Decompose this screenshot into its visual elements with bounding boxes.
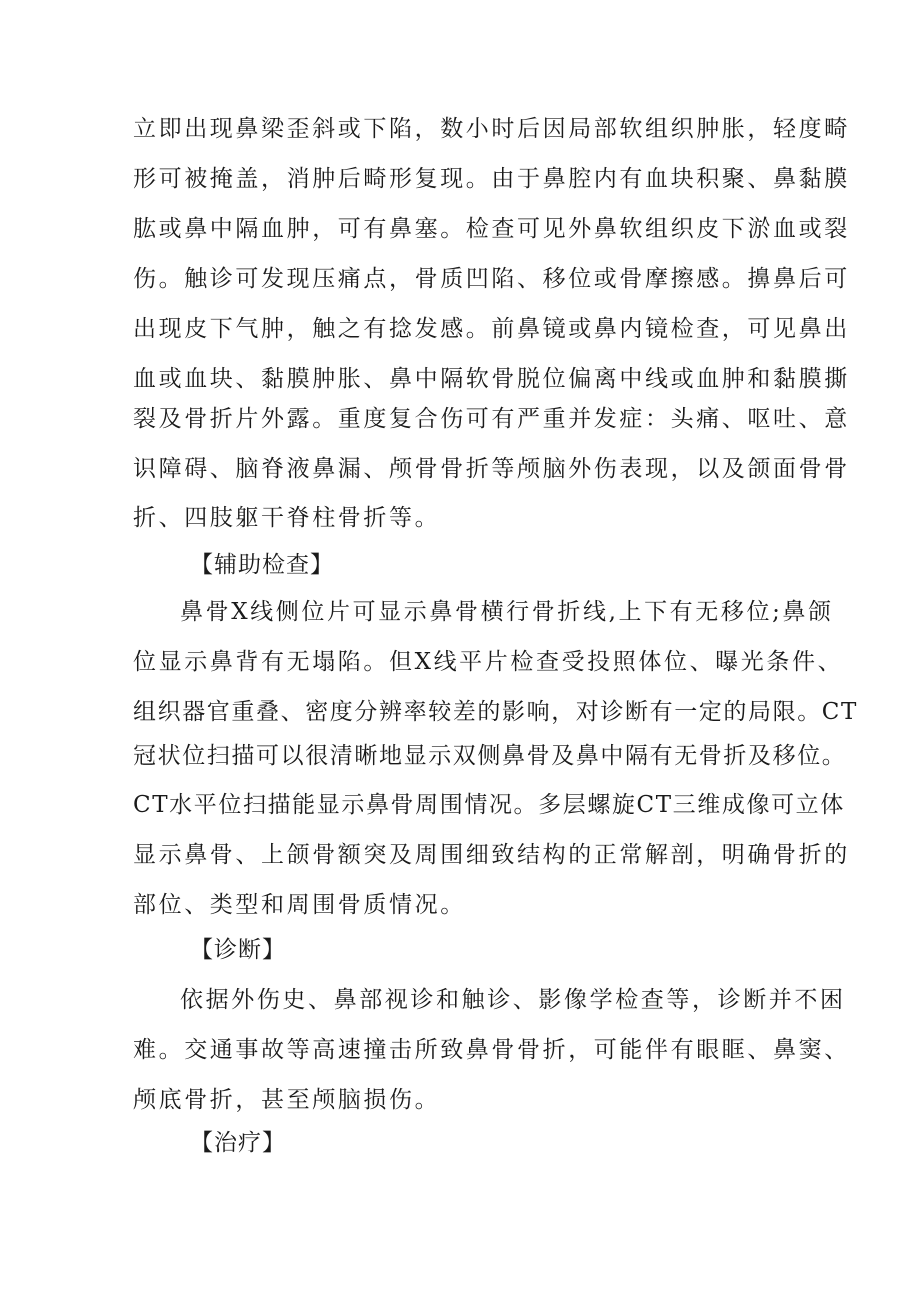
- paragraph-1-line-5: 出现皮下气肿，触之有捻发感。前鼻镜或鼻内镜检查，可见鼻出: [133, 316, 850, 342]
- paragraph-1-line-8: 识障碍、脑脊液鼻漏、颅骨骨折等颅脑外伤表现，以及颌面骨骨: [133, 456, 850, 482]
- auxiliary-line-4: 冠状位扫描可以很清晰地显示双侧鼻骨及鼻中隔有无骨折及移位。: [133, 743, 847, 769]
- auxiliary-line-2: 位显示鼻背有无塌陷。但X线平片检查受投照体位、曝光条件、: [133, 649, 844, 675]
- auxiliary-line-7: 部位、类型和周围骨质情况。: [133, 892, 466, 918]
- paragraph-1-line-4: 伤。触诊可发现压痛点，骨质凹陷、移位或骨摩擦感。擤鼻后可: [133, 266, 850, 292]
- paragraph-1-line-3: 肱或鼻中隔血肿，可有鼻塞。检查可见外鼻软组织皮下淤血或裂: [133, 216, 850, 242]
- auxiliary-line-5: CT水平位扫描能显示鼻骨周围情况。多层螺旋CT三维成像可立体: [133, 792, 845, 818]
- section-heading-treatment: 【治疗】: [190, 1130, 286, 1156]
- section-heading-diagnosis: 【诊断】: [190, 937, 286, 963]
- diagnosis-line-1: 依据外伤史、鼻部视诊和触诊、影像学检查等，诊断并不困: [180, 987, 846, 1013]
- paragraph-1-line-7: 裂及骨折片外露。重度复合伤可有严重并发症：头痛、呕吐、意: [133, 406, 850, 432]
- diagnosis-line-2: 难。交通事故等高速撞击所致鼻骨骨折，可能伴有眼眶、鼻窦、: [133, 1037, 850, 1063]
- paragraph-1-line-9: 折、四肢躯干脊柱骨折等。: [133, 505, 441, 531]
- paragraph-1-line-1: 立即出现鼻梁歪斜或下陷，数小时后因局部软组织肿胀，轻度畸: [133, 116, 850, 142]
- auxiliary-line-1: 鼻骨X线侧位片可显示鼻骨横行骨折线,上下有无移位;鼻颌: [180, 599, 834, 625]
- diagnosis-line-3: 颅底骨折，甚至颅脑损伤。: [133, 1087, 441, 1113]
- auxiliary-line-6: 显示鼻骨、上颌骨额突及周围细致结构的正常解剖，明确骨折的: [133, 842, 850, 868]
- section-heading-auxiliary-exam: 【辅助检查】: [190, 552, 334, 578]
- paragraph-1-line-6: 血或血块、黏膜肿胀、鼻中隔软骨脱位偏离中线或血肿和黏膜撕: [133, 366, 850, 392]
- paragraph-1-line-2: 形可被掩盖，消肿后畸形复现。由于鼻腔内有血块积聚、鼻黏膜: [133, 166, 850, 192]
- auxiliary-line-3: 组织器官重叠、密度分辨率较差的影响，对诊断有一定的局限。CT: [133, 699, 858, 725]
